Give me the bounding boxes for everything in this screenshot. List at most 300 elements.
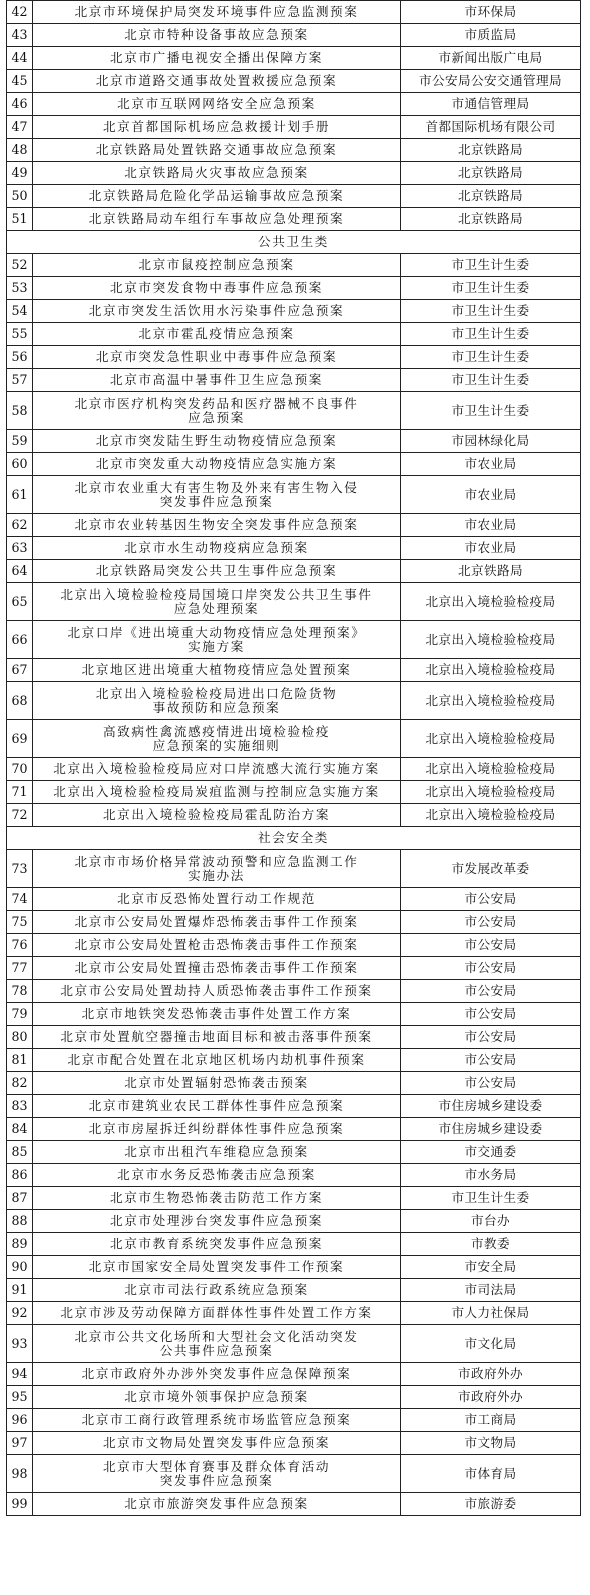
plan-name-line: 北京铁路局火灾事故应急预案 — [124, 165, 309, 180]
table-row — [7, 1302, 581, 1325]
row-number: 84 — [7, 1118, 33, 1141]
section-title: 社会安全类 — [7, 827, 581, 850]
table-row — [7, 162, 581, 185]
row-number: 62 — [7, 514, 33, 537]
plan-name-line: 北京市公安局处置劫持人质恐怖袭击事件工作预案 — [60, 983, 373, 998]
department-cell: 北京出入境检验检疫局 — [401, 659, 581, 682]
department-cell: 北京铁路局 — [401, 185, 581, 208]
table-row — [7, 208, 581, 231]
department-cell: 市园林绿化局 — [401, 430, 581, 453]
row-number: 45 — [7, 70, 33, 93]
section-header-row — [7, 827, 581, 850]
plan-name-line: 北京市涉及劳动保障方面群体性事件处置工作方案 — [60, 1305, 373, 1320]
table-row — [7, 1210, 581, 1233]
table-row — [7, 758, 581, 781]
plan-name-line: 北京市互联网网络安全应急预案 — [117, 96, 316, 111]
plan-name-line: 北京市处置航空器撞击地面目标和被击落事件预案 — [60, 1029, 373, 1044]
department-cell: 北京出入境检验检疫局 — [401, 720, 581, 758]
plan-name-cell — [33, 1026, 401, 1049]
row-number: 81 — [7, 1049, 33, 1072]
plan-name-cell — [33, 476, 401, 514]
table-row — [7, 934, 581, 957]
department-cell: 市农业局 — [401, 453, 581, 476]
plan-name-cell — [33, 1455, 401, 1493]
plan-name-cell — [33, 24, 401, 47]
plan-name-line: 实施办法 — [188, 867, 245, 883]
row-number: 79 — [7, 1003, 33, 1026]
department-cell: 市文物局 — [401, 1432, 581, 1455]
department-cell: 市旅游委 — [401, 1493, 581, 1516]
plan-name-line: 北京市教育系统突发事件应急预案 — [110, 1236, 323, 1251]
plan-name-cell — [33, 804, 401, 827]
row-number: 74 — [7, 888, 33, 911]
row-number: 64 — [7, 560, 33, 583]
plan-name-cell — [33, 659, 401, 682]
row-number: 73 — [7, 850, 33, 888]
department-cell: 市公安局 — [401, 888, 581, 911]
plan-name-line: 北京市房屋拆迁纠纷群体性事件应急预案 — [88, 1121, 345, 1136]
department-cell: 市文化局 — [401, 1325, 581, 1363]
row-number: 72 — [7, 804, 33, 827]
row-number: 75 — [7, 911, 33, 934]
department-cell: 市卫生计生委 — [401, 1187, 581, 1210]
plan-name-cell — [33, 1386, 401, 1409]
plan-name-line: 应急预案的实施细则 — [152, 737, 281, 753]
department-cell: 市公安局 — [401, 980, 581, 1003]
plan-name-cell — [33, 1325, 401, 1363]
plan-name-cell — [33, 208, 401, 231]
plan-name-line: 北京市处置辐射恐怖袭击预案 — [124, 1075, 309, 1090]
department-cell: 市新闻出版广电局 — [401, 47, 581, 70]
department-cell: 市政府外办 — [401, 1386, 581, 1409]
department-cell: 市公安局 — [401, 1049, 581, 1072]
department-cell: 市卫生计生委 — [401, 392, 581, 430]
table-row — [7, 583, 581, 621]
plan-name-line: 北京市公安局处置爆炸恐怖袭击事件工作预案 — [74, 914, 359, 929]
plan-name-cell — [33, 453, 401, 476]
department-cell: 市公安局 — [401, 911, 581, 934]
department-cell: 北京出入境检验检疫局 — [401, 621, 581, 659]
table-row — [7, 277, 581, 300]
department-cell: 北京铁路局 — [401, 208, 581, 231]
plan-name-line: 北京市农业转基因生物安全突发事件应急预案 — [74, 517, 359, 532]
table-row — [7, 1363, 581, 1386]
row-number: 50 — [7, 185, 33, 208]
row-number: 93 — [7, 1325, 33, 1363]
plan-name-line: 北京市医疗机构突发药品和医疗器械不良事件 — [74, 395, 359, 411]
plan-name-line: 北京出入境检验检疫局国境口岸突发公共卫生事件 — [60, 586, 373, 602]
department-cell: 北京出入境检验检疫局 — [401, 682, 581, 720]
table-row — [7, 1233, 581, 1256]
department-cell: 北京铁路局 — [401, 560, 581, 583]
plan-name-cell — [33, 1256, 401, 1279]
row-number: 53 — [7, 277, 33, 300]
row-number: 77 — [7, 957, 33, 980]
plan-name-line: 北京市地铁突发恐怖袭击事件处置工作方案 — [81, 1006, 352, 1021]
plan-name-line: 北京市旅游突发事件应急预案 — [124, 1496, 309, 1511]
plan-name-line: 北京市境外领事保护应急预案 — [124, 1389, 309, 1404]
plan-name-cell — [33, 1279, 401, 1302]
department-cell: 市公安局 — [401, 1072, 581, 1095]
row-number: 55 — [7, 323, 33, 346]
department-cell: 市政府外办 — [401, 1363, 581, 1386]
department-cell: 北京铁路局 — [401, 162, 581, 185]
department-cell: 市农业局 — [401, 537, 581, 560]
plan-name-line: 北京铁路局突发公共卫生事件应急预案 — [95, 563, 338, 578]
row-number: 91 — [7, 1279, 33, 1302]
plan-name-line: 应急预案 — [188, 409, 245, 425]
table-row — [7, 93, 581, 116]
row-number: 99 — [7, 1493, 33, 1516]
plan-name-line: 北京市特种设备事故应急预案 — [124, 27, 309, 42]
plan-name-cell — [33, 758, 401, 781]
department-cell: 市卫生计生委 — [401, 277, 581, 300]
row-number: 59 — [7, 430, 33, 453]
table-row — [7, 1164, 581, 1187]
plan-name-cell — [33, 560, 401, 583]
section-title: 公共卫生类 — [7, 231, 581, 254]
department-cell: 北京出入境检验检疫局 — [401, 804, 581, 827]
table-row — [7, 1256, 581, 1279]
plan-name-cell — [33, 185, 401, 208]
table-row — [7, 957, 581, 980]
table-row — [7, 369, 581, 392]
table-row — [7, 1279, 581, 1302]
plan-name-line: 高致病性禽流感疫情进出境检验检疫 — [102, 723, 331, 739]
plan-name-line: 北京市广播电视安全播出保障方案 — [110, 50, 323, 65]
table-row — [7, 621, 581, 659]
plan-name-line: 北京市出租汽车维稳应急预案 — [124, 1144, 309, 1159]
plan-name-line: 公共事件应急预案 — [159, 1342, 274, 1358]
table-row — [7, 1432, 581, 1455]
plan-name-cell — [33, 1141, 401, 1164]
plan-name-cell — [33, 277, 401, 300]
section-header-row — [7, 231, 581, 254]
row-number: 69 — [7, 720, 33, 758]
plan-name-line: 北京市司法行政系统应急预案 — [124, 1282, 309, 1297]
plan-name-cell — [33, 162, 401, 185]
plan-name-line: 北京市反恐怖处置行动工作规范 — [117, 891, 316, 906]
plan-name-cell — [33, 888, 401, 911]
table-row — [7, 1049, 581, 1072]
table-row — [7, 1325, 581, 1363]
row-number: 48 — [7, 139, 33, 162]
department-cell: 市公安局 — [401, 1026, 581, 1049]
department-cell: 市农业局 — [401, 476, 581, 514]
plan-name-line: 北京市高温中暑事件卫生应急预案 — [110, 372, 323, 387]
row-number: 98 — [7, 1455, 33, 1493]
plan-name-cell — [33, 392, 401, 430]
plan-name-line: 北京市处理涉台突发事件应急预案 — [110, 1213, 323, 1228]
plan-name-line: 北京市突发生活饮用水污染事件应急预案 — [88, 303, 345, 318]
plan-name-cell — [33, 1493, 401, 1516]
department-cell: 市交通委 — [401, 1141, 581, 1164]
plan-name-line: 事故预防和应急预案 — [152, 699, 281, 715]
row-number: 65 — [7, 583, 33, 621]
row-number: 70 — [7, 758, 33, 781]
table-row — [7, 1026, 581, 1049]
plan-name-line: 北京市大型体育赛事及群众体育活动 — [102, 1458, 331, 1474]
plan-name-line: 实施方案 — [188, 638, 245, 654]
plan-name-line: 北京市突发重大动物疫情应急实施方案 — [95, 456, 338, 471]
plan-name-cell — [33, 93, 401, 116]
table-row — [7, 116, 581, 139]
plan-name-cell — [33, 720, 401, 758]
table-row — [7, 1, 581, 24]
plan-name-line: 北京市文物局处置突发事件应急预案 — [102, 1435, 331, 1450]
plan-name-line: 北京出入境检验检疫局霍乱防治方案 — [102, 807, 331, 822]
row-number: 89 — [7, 1233, 33, 1256]
department-cell: 北京出入境检验检疫局 — [401, 758, 581, 781]
plan-name-cell — [33, 514, 401, 537]
plan-name-cell — [33, 781, 401, 804]
row-number: 71 — [7, 781, 33, 804]
row-number: 82 — [7, 1072, 33, 1095]
department-cell: 市卫生计生委 — [401, 369, 581, 392]
row-number: 80 — [7, 1026, 33, 1049]
plan-name-line: 北京市国家安全局处置突发事件工作预案 — [88, 1259, 345, 1274]
row-number: 87 — [7, 1187, 33, 1210]
plan-name-cell — [33, 1302, 401, 1325]
plan-name-cell — [33, 1363, 401, 1386]
row-number: 97 — [7, 1432, 33, 1455]
row-number: 47 — [7, 116, 33, 139]
plan-name-cell — [33, 682, 401, 720]
plan-name-line: 北京铁路局动车组行车事故应急处理预案 — [88, 211, 345, 226]
plan-name-line: 北京市配合处置在北京地区机场内劫机事件预案 — [67, 1052, 366, 1067]
department-cell: 市公安局公安交通管理局 — [401, 70, 581, 93]
table-row — [7, 1493, 581, 1516]
plan-name-cell — [33, 70, 401, 93]
row-number: 96 — [7, 1409, 33, 1432]
plan-name-line: 北京铁路局危险化学品运输事故应急预案 — [88, 188, 345, 203]
plan-name-line: 北京市水生动物疫病应急预案 — [124, 540, 309, 555]
row-number: 67 — [7, 659, 33, 682]
plan-name-line: 北京市水务反恐怖袭击应急预案 — [117, 1167, 316, 1182]
department-cell: 市台办 — [401, 1210, 581, 1233]
plan-name-cell — [33, 1072, 401, 1095]
row-number: 95 — [7, 1386, 33, 1409]
table-row — [7, 70, 581, 93]
plan-name-line: 应急处理预案 — [173, 600, 260, 616]
row-number: 58 — [7, 392, 33, 430]
row-number: 86 — [7, 1164, 33, 1187]
row-number: 42 — [7, 1, 33, 24]
department-cell: 市卫生计生委 — [401, 323, 581, 346]
department-cell: 市卫生计生委 — [401, 346, 581, 369]
department-cell: 市人力社保局 — [401, 1302, 581, 1325]
department-cell: 市质监局 — [401, 24, 581, 47]
table-row — [7, 1386, 581, 1409]
plan-name-cell — [33, 621, 401, 659]
table-row — [7, 781, 581, 804]
plan-name-line: 北京市建筑业农民工群体性事件应急预案 — [88, 1098, 345, 1113]
table-row — [7, 24, 581, 47]
plan-name-line: 北京出入境检验检疫局进出口危险货物 — [95, 685, 338, 701]
plan-name-line: 北京出入境检验检疫局应对口岸流感大流行实施方案 — [53, 761, 380, 776]
department-cell: 市司法局 — [401, 1279, 581, 1302]
row-number: 46 — [7, 93, 33, 116]
plan-name-line: 北京市农业重大有害生物及外来有害生物入侵 — [74, 479, 359, 495]
department-cell: 市安全局 — [401, 1256, 581, 1279]
table-row — [7, 804, 581, 827]
plan-name-line: 北京铁路局处置铁路交通事故应急预案 — [95, 142, 338, 157]
plan-name-cell — [33, 850, 401, 888]
plan-name-cell — [33, 254, 401, 277]
department-cell: 市环保局 — [401, 1, 581, 24]
department-cell: 市体育局 — [401, 1455, 581, 1493]
plan-name-cell — [33, 346, 401, 369]
table-row — [7, 537, 581, 560]
plan-name-line: 北京地区进出境重大植物疫情应急处置预案 — [81, 662, 352, 677]
plan-name-line: 北京市政府外办涉外突发事件应急保障预案 — [81, 1366, 352, 1381]
plan-name-cell — [33, 934, 401, 957]
table-row — [7, 888, 581, 911]
plan-name-cell — [33, 116, 401, 139]
table-row — [7, 682, 581, 720]
plan-name-line: 北京市道路交通事故处置救援应急预案 — [95, 73, 338, 88]
plan-name-line: 突发事件应急预案 — [159, 493, 274, 509]
table-row — [7, 300, 581, 323]
row-number: 51 — [7, 208, 33, 231]
plan-name-line: 北京市市场价格异常波动预警和应急监测工作 — [74, 853, 359, 869]
plan-name-cell — [33, 957, 401, 980]
plan-name-cell — [33, 1187, 401, 1210]
row-number: 61 — [7, 476, 33, 514]
plan-name-cell — [33, 1095, 401, 1118]
row-number: 52 — [7, 254, 33, 277]
table-row — [7, 392, 581, 430]
plan-name-line: 北京首都国际机场应急救援计划手册 — [102, 119, 331, 134]
plan-name-line: 北京市突发急性职业中毒事件应急预案 — [95, 349, 338, 364]
department-cell: 市公安局 — [401, 957, 581, 980]
row-number: 78 — [7, 980, 33, 1003]
plan-name-line: 北京市环境保护局突发环境事件应急监测预案 — [74, 4, 359, 19]
plan-name-cell — [33, 980, 401, 1003]
plan-name-line: 北京市鼠疫控制应急预案 — [138, 257, 295, 272]
department-cell: 市公安局 — [401, 1003, 581, 1026]
table-row — [7, 254, 581, 277]
table-row — [7, 1141, 581, 1164]
table-row — [7, 346, 581, 369]
plan-name-cell — [33, 1003, 401, 1026]
plan-name-line: 北京口岸《进出境重大动物疫情应急处理预案》 — [67, 624, 366, 640]
department-cell: 市卫生计生委 — [401, 300, 581, 323]
table-row — [7, 47, 581, 70]
table-row — [7, 1409, 581, 1432]
plan-name-line: 北京市突发陆生野生动物疫情应急预案 — [95, 433, 338, 448]
table-row — [7, 980, 581, 1003]
table-row — [7, 476, 581, 514]
row-number: 54 — [7, 300, 33, 323]
department-cell: 北京铁路局 — [401, 139, 581, 162]
row-number: 68 — [7, 682, 33, 720]
row-number: 92 — [7, 1302, 33, 1325]
plan-name-cell — [33, 1, 401, 24]
plan-name-cell — [33, 583, 401, 621]
table-body — [7, 1, 581, 1516]
plan-name-line: 突发事件应急预案 — [159, 1472, 274, 1488]
table-row — [7, 453, 581, 476]
row-number: 85 — [7, 1141, 33, 1164]
plan-name-cell — [33, 1432, 401, 1455]
plan-name-cell — [33, 430, 401, 453]
row-number: 76 — [7, 934, 33, 957]
department-cell: 市住房城乡建设委 — [401, 1095, 581, 1118]
plan-name-line: 北京出入境检验检疫局炭疽监测与控制应急实施方案 — [53, 784, 380, 799]
table-row — [7, 1095, 581, 1118]
plan-name-cell — [33, 1233, 401, 1256]
plan-name-cell — [33, 47, 401, 70]
department-cell: 市卫生计生委 — [401, 254, 581, 277]
row-number: 66 — [7, 621, 33, 659]
row-number: 94 — [7, 1363, 33, 1386]
plan-name-cell — [33, 139, 401, 162]
plan-name-line: 北京市突发食物中毒事件应急预案 — [110, 280, 323, 295]
department-cell: 市住房城乡建设委 — [401, 1118, 581, 1141]
plan-name-line: 北京市公安局处置枪击恐怖袭击事件工作预案 — [74, 937, 359, 952]
department-cell: 市农业局 — [401, 514, 581, 537]
table-row — [7, 1187, 581, 1210]
department-cell: 北京出入境检验检疫局 — [401, 583, 581, 621]
row-number: 44 — [7, 47, 33, 70]
table-row — [7, 850, 581, 888]
plan-name-cell — [33, 1210, 401, 1233]
table-row — [7, 185, 581, 208]
plan-name-cell — [33, 1049, 401, 1072]
row-number: 57 — [7, 369, 33, 392]
table-row — [7, 1455, 581, 1493]
table-row — [7, 139, 581, 162]
row-number: 43 — [7, 24, 33, 47]
table-row — [7, 560, 581, 583]
row-number: 63 — [7, 537, 33, 560]
table-row — [7, 1072, 581, 1095]
plan-name-cell — [33, 300, 401, 323]
table-row — [7, 911, 581, 934]
table-row — [7, 659, 581, 682]
row-number: 90 — [7, 1256, 33, 1279]
plan-name-cell — [33, 369, 401, 392]
department-cell: 首都国际机场有限公司 — [401, 116, 581, 139]
department-cell: 北京出入境检验检疫局 — [401, 781, 581, 804]
plan-name-cell — [33, 1409, 401, 1432]
table-row — [7, 720, 581, 758]
plan-name-line: 北京市公共文化场所和大型社会文化活动突发 — [74, 1328, 359, 1344]
table-row — [7, 514, 581, 537]
table-row — [7, 323, 581, 346]
department-cell: 市工商局 — [401, 1409, 581, 1432]
row-number: 60 — [7, 453, 33, 476]
plan-name-cell — [33, 537, 401, 560]
emergency-plan-table — [6, 0, 581, 1516]
row-number: 83 — [7, 1095, 33, 1118]
row-number: 56 — [7, 346, 33, 369]
department-cell: 市教委 — [401, 1233, 581, 1256]
department-cell: 市通信管理局 — [401, 93, 581, 116]
table-row — [7, 430, 581, 453]
plan-name-line: 北京市工商行政管理系统市场监管应急预案 — [81, 1412, 352, 1427]
department-cell: 市发展改革委 — [401, 850, 581, 888]
plan-name-cell — [33, 911, 401, 934]
table-row — [7, 1003, 581, 1026]
plan-name-cell — [33, 1118, 401, 1141]
table-row — [7, 1118, 581, 1141]
department-cell: 市公安局 — [401, 934, 581, 957]
plan-name-cell — [33, 1164, 401, 1187]
department-cell: 市水务局 — [401, 1164, 581, 1187]
plan-name-line: 北京市霍乱疫情应急预案 — [138, 326, 295, 341]
